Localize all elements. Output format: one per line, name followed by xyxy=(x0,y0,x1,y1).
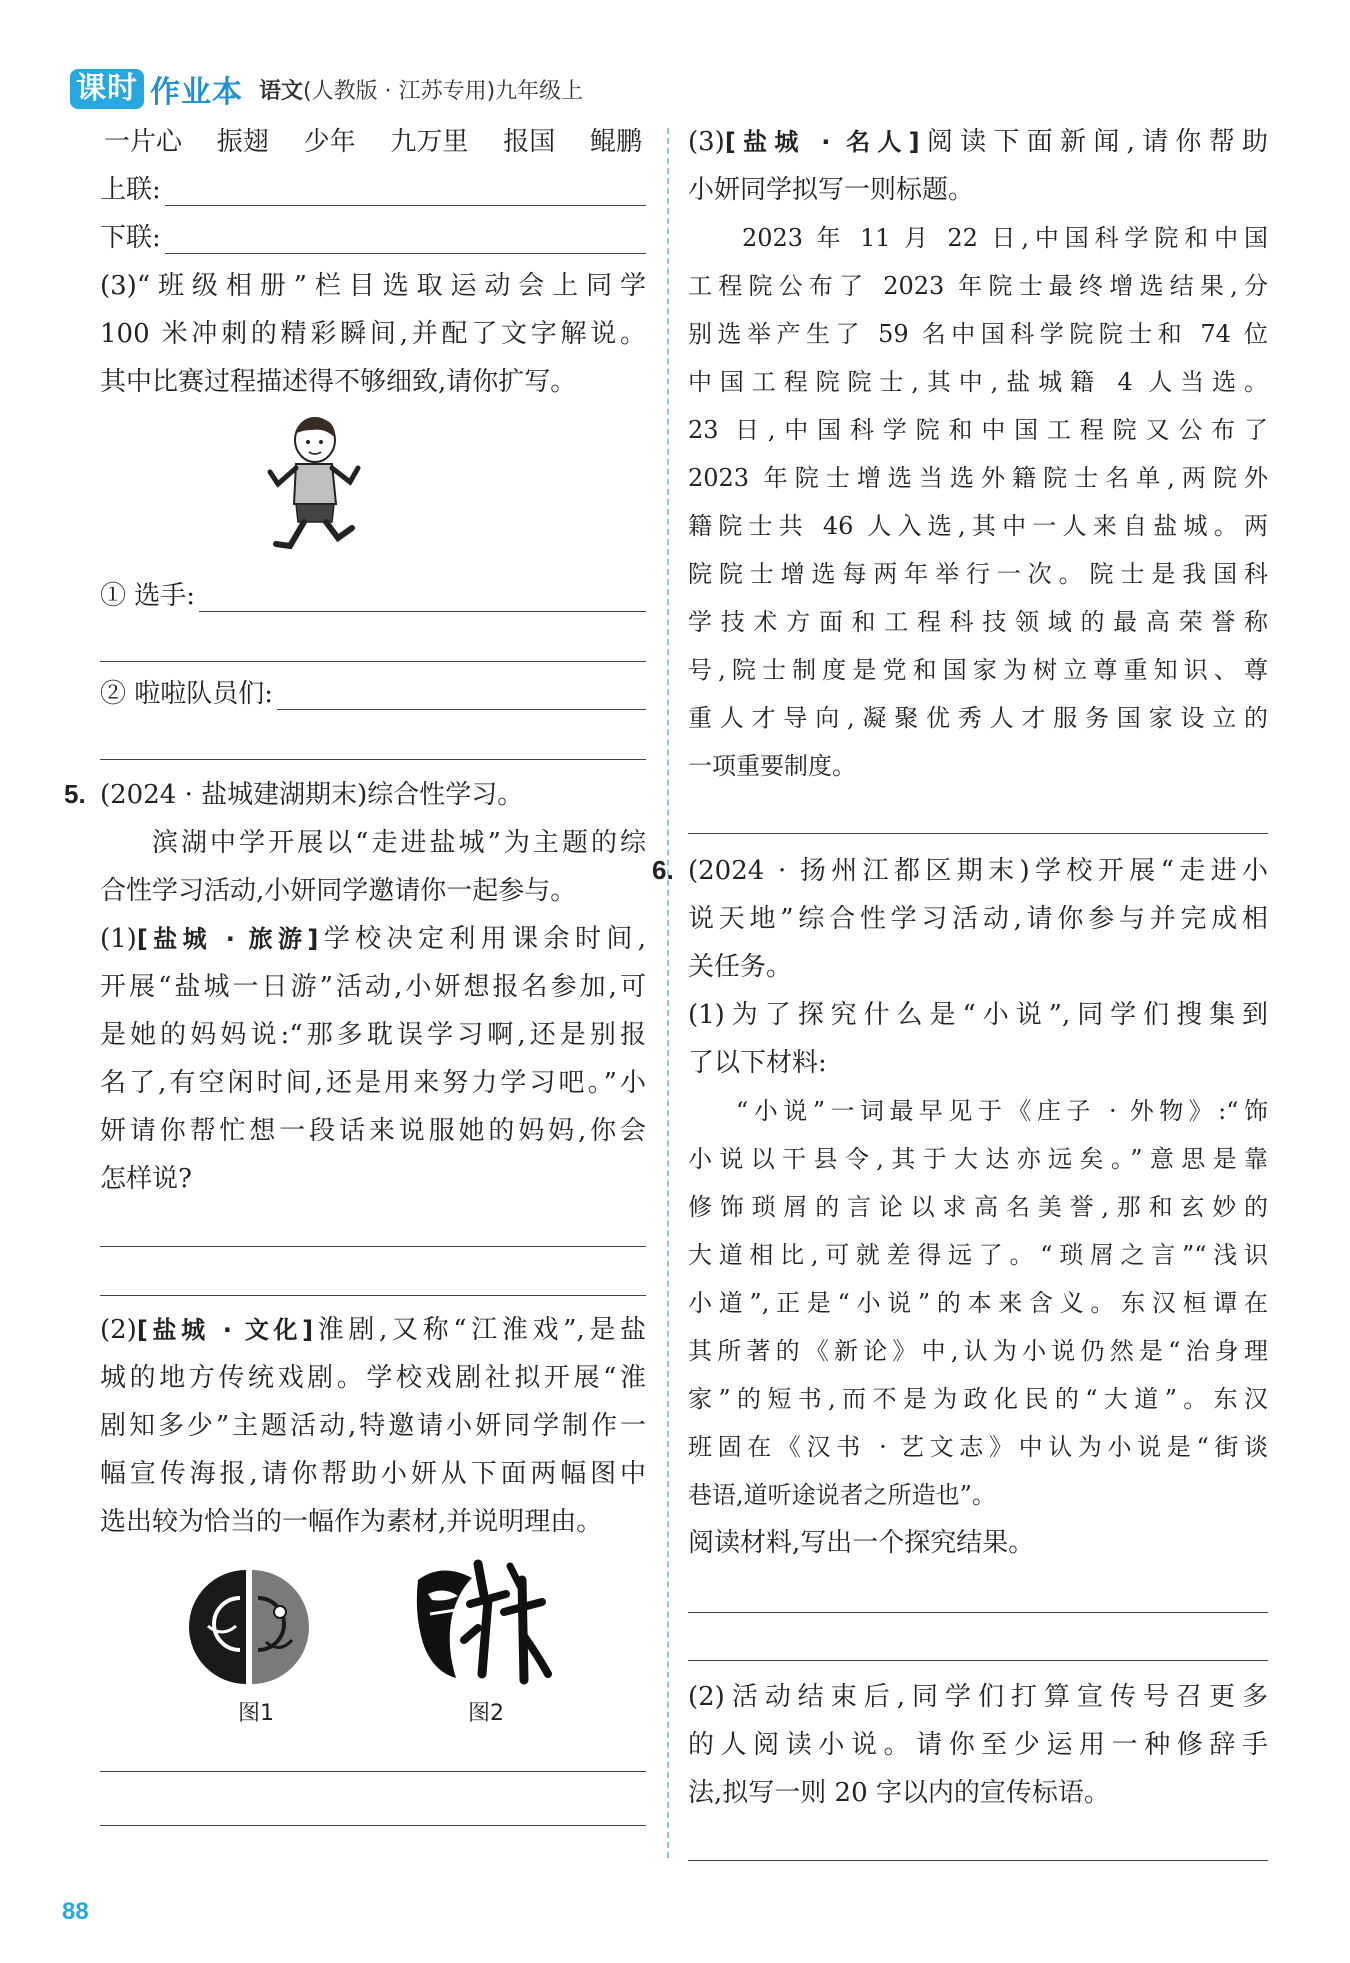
logo-title: 作业本 xyxy=(150,75,243,110)
question-text: (2)活动结束后,同学们打算宣传号召更多 xyxy=(688,1682,1268,1712)
question-text: 学校决定利用课余时间, xyxy=(318,924,647,954)
answer-line[interactable] xyxy=(100,1824,646,1826)
question-text: 了以下材料: xyxy=(688,1048,827,1078)
column-divider xyxy=(667,128,669,1858)
poster-figures xyxy=(100,1546,646,1726)
question-text: 合性学习活动,小妍同学邀请你一起参与。 xyxy=(100,876,577,906)
topic-tag: [盐城 · 名人] xyxy=(724,128,920,156)
figure-2-calligraphy-image[interactable] xyxy=(412,1556,552,1688)
subject-label: 语文 xyxy=(259,78,304,104)
topic-tag: [盐城 · 文化] xyxy=(136,1316,314,1344)
question-number: 5. xyxy=(64,779,86,809)
figure-1-caption: 图1 xyxy=(238,1701,274,1726)
word-bank-item: 振翅 xyxy=(216,127,269,157)
news-text: 中国工程院院士,其中,盐城籍 4 人当选。 xyxy=(688,368,1268,396)
material-text: 其所著的《新论》中,认为小说仍然是“治身理 xyxy=(688,1337,1268,1365)
news-text: 号,院士制度是党和国家为树立尊重知识、尊 xyxy=(688,656,1268,684)
material-text: 小道”,正是“小说”的本来含义。东汉桓谭在 xyxy=(688,1289,1268,1317)
page-header xyxy=(70,64,583,114)
runner-illustration-area xyxy=(100,406,646,572)
runner-answer-row xyxy=(100,572,646,620)
material-text: 巷语,道听途说者之所造也”。 xyxy=(688,1481,996,1509)
runner-answer-blank[interactable] xyxy=(199,575,646,612)
book-subtitle xyxy=(259,74,583,105)
question-text: 开展“盐城一日游”活动,小妍想报名参加,可 xyxy=(100,972,646,1002)
question-text: 怎样说? xyxy=(100,1164,192,1194)
news-text: 23 日,中国科学院和中国工程院又公布了 xyxy=(688,416,1268,444)
material-text: 修饰琐屑的言论以求高名美誉,那和玄妙的 xyxy=(688,1193,1268,1221)
question-text: 滨湖中学开展以“走进盐城”为主题的综 xyxy=(152,828,646,858)
question-text: 关任务。 xyxy=(688,952,793,982)
question-source: (2024 · 盐城建湖期末)综合性学习。 xyxy=(100,780,524,810)
word-bank-item: 报国 xyxy=(503,127,556,157)
question-text: 选出较为恰当的一幅作为素材,并说明理由。 xyxy=(100,1507,603,1537)
question-text: 的人阅读小说。请你至少运用一种修辞手 xyxy=(688,1730,1268,1760)
question-text: 妍请你帮忙想一段话来说服她的妈妈,你会 xyxy=(100,1116,646,1146)
question-6-header xyxy=(652,846,1268,895)
upper-couplet-label: 上联: xyxy=(100,175,161,205)
question-text: 法,拟写一则 20 字以内的宣传标语。 xyxy=(688,1778,1110,1808)
lower-couplet-blank[interactable] xyxy=(165,217,646,254)
cheer-answer-row xyxy=(100,670,646,718)
question-text: 其中比赛过程描述得不够细致,请你扩写。 xyxy=(100,367,577,397)
question-text: 名了,有空闲时间,还是用来努力学习吧。”小 xyxy=(100,1068,646,1098)
edition-label: (人教版 · 江苏专用)九年级上 xyxy=(303,78,584,104)
question-text: 阅读材料,写出一个探究结果。 xyxy=(688,1528,1035,1558)
slogan-answer-line[interactable] xyxy=(688,1859,1268,1861)
question-5-header xyxy=(64,770,646,819)
upper-couplet-row xyxy=(100,166,646,214)
logo-badge: 课时 xyxy=(70,69,144,109)
question-text: 阅读下面新闻,请你帮助 xyxy=(919,127,1269,157)
news-text: 别选举产生了 59 名中国科学院院士和 74 位 xyxy=(688,320,1268,348)
subquestion-5-2-first xyxy=(100,1306,646,1354)
question-text: 城的地方传统戏剧。学校戏剧社拟开展“淮 xyxy=(100,1363,646,1393)
subquestion-prefix: (2) xyxy=(100,1315,137,1345)
news-text: 2023 年 11 月 22 日,中国科学院和中国 xyxy=(742,224,1268,252)
question-number: 6. xyxy=(652,855,674,885)
material-text: 小说以干县令,其于大达亦远矣。”意思是靠 xyxy=(688,1145,1268,1173)
material-text: 家”的短书,而不是为政化民的“大道”。东汉 xyxy=(688,1385,1268,1413)
lower-couplet-label: 下联: xyxy=(100,223,161,253)
word-bank-item: 九万里 xyxy=(390,127,469,157)
left-column xyxy=(64,118,647,1826)
word-bank-item: 鲲鹏 xyxy=(589,127,642,157)
cheer-answer-blank[interactable] xyxy=(277,673,646,710)
cheerleader-label: ② 啦啦队员们: xyxy=(100,679,274,709)
question-text: 说天地”综合性学习活动,请你参与并完成相 xyxy=(688,904,1268,934)
word-bank-item: 一片心 xyxy=(104,127,183,157)
question-text: 小妍同学拟写一则标题。 xyxy=(688,175,975,205)
news-text: 院院士增选每两年举行一次。院士是我国科 xyxy=(688,560,1268,588)
question-text: (3)“班级相册”栏目选取运动会上同学 xyxy=(100,271,646,301)
figure-2-caption: 图2 xyxy=(468,1701,504,1726)
page-number: 88 xyxy=(62,1898,89,1925)
news-text: 籍院士共 46 人入选,其中一人来自盐城。两 xyxy=(688,512,1268,540)
right-column xyxy=(652,118,1269,1861)
news-text: 重人才导向,凝聚优秀人才服务国家设立的 xyxy=(688,704,1268,732)
news-text: 一项重要制度。 xyxy=(688,752,856,780)
figure-1-mask-image[interactable] xyxy=(184,1568,314,1686)
news-text: 学技术方面和工程科技领域的最高荣誉称 xyxy=(688,608,1268,636)
question-text: 剧知多少”主题活动,特邀请小妍同学制作一 xyxy=(100,1411,646,1441)
lower-couplet-row xyxy=(100,214,646,262)
topic-tag: [盐城 · 旅游] xyxy=(136,925,319,953)
material-text: 大道相比,可就差得远了。“琐屑之言”“浅识 xyxy=(688,1241,1268,1269)
material-text: “小说”一词最早见于《庄子 · 外物》:“饰 xyxy=(736,1097,1268,1125)
word-bank xyxy=(100,118,646,166)
subquestion-prefix: (3) xyxy=(688,127,725,157)
runner-label: ① 选手: xyxy=(100,581,196,611)
subquestion-5-1-first xyxy=(100,915,646,963)
news-text: 2023 年院士增选当选外籍院士名单,两院外 xyxy=(688,464,1268,492)
upper-couplet-blank[interactable] xyxy=(165,169,646,206)
question-text: 是她的妈妈说:“那多耽误学习啊,还是别报 xyxy=(100,1020,646,1050)
question-text: 100 米冲刺的精彩瞬间,并配了文字解说。 xyxy=(100,319,646,349)
subquestion-prefix: (1) xyxy=(100,924,137,954)
news-text: 工程院公布了 2023 年院士最终增选结果,分 xyxy=(688,272,1268,300)
subquestion-5-3-first xyxy=(688,118,1268,166)
question-source: (2024 · 扬州江都区期末)学校开展“走进小 xyxy=(688,856,1268,886)
runner-illustration xyxy=(260,412,370,562)
word-bank-item: 少年 xyxy=(303,127,356,157)
question-text: 淮剧,又称“江淮戏”,是盐 xyxy=(313,1315,647,1345)
material-text: 班固在《汉书 · 艺文志》中认为小说是“街谈 xyxy=(688,1433,1268,1461)
book-logo xyxy=(70,67,243,111)
question-text: (1)为了探究什么是“小说”,同学们搜集到 xyxy=(688,1000,1268,1030)
question-text: 幅宣传海报,请你帮助小妍从下面两幅图中 xyxy=(100,1459,646,1489)
